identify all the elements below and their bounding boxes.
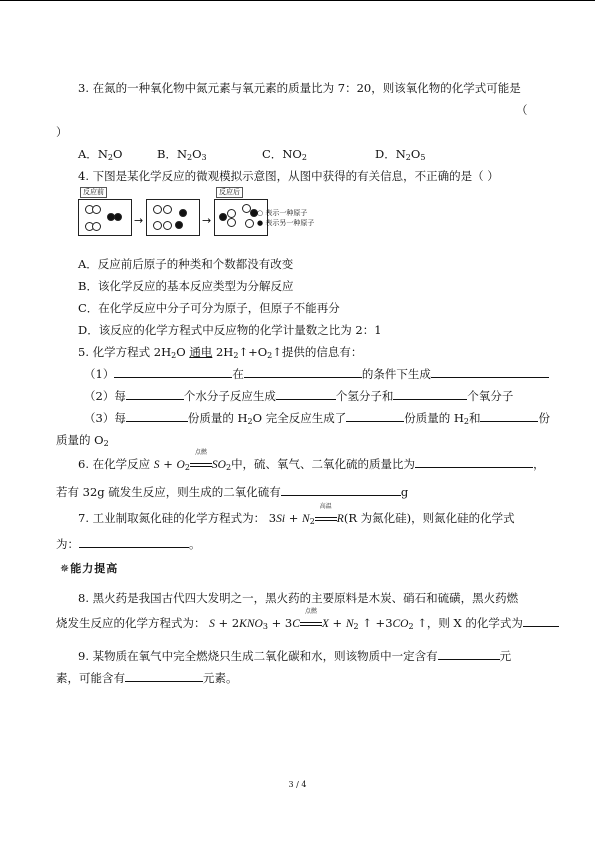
q5-line-4: 质量的 $O_2$ — [56, 433, 109, 448]
q6-condition: 点燃 — [194, 449, 207, 456]
blank-3[interactable] — [431, 366, 549, 378]
q3-option-c: C．$NO_2$ — [262, 147, 307, 162]
blank-6[interactable] — [393, 388, 467, 400]
blank-4[interactable] — [126, 388, 184, 400]
diagram-legend — [257, 208, 314, 228]
tag-before: 反应前 — [80, 187, 107, 198]
q5-line-1: （1） 在 的条件下生成 — [84, 366, 549, 382]
white-atom — [153, 221, 162, 230]
white-atom — [227, 218, 236, 227]
q3-option-a: A．$N_2O$ — [78, 147, 123, 162]
white-atom — [163, 205, 172, 214]
legend-black-atom: ● 表示另一种原子 — [257, 219, 315, 227]
black-atom — [179, 209, 187, 217]
blank-7[interactable] — [126, 410, 188, 422]
page-top-rule — [0, 0, 595, 1]
legend-white-atom: ○ 表示一种原子 — [257, 209, 308, 217]
blank-12[interactable] — [79, 536, 189, 548]
q6-stem: 6. 在化学反应 $S + O_2$ 点燃 $SO_2$中，硫、氧气、二氧化硫的质量比为 ， — [78, 449, 545, 472]
white-atom — [227, 209, 236, 218]
box-middle — [146, 199, 200, 236]
box-before — [78, 199, 132, 236]
q5-line-2: （2）每 个水分子反应生成 个氢分子和 个氧分子 — [84, 389, 514, 403]
reaction-diagram — [78, 187, 358, 237]
blank-8[interactable] — [346, 410, 404, 422]
q4-option-d: D．该反应的化学方程式中反应物的化学计量数之比为 2：1 — [78, 323, 382, 337]
q7-line-2: 为： 。 — [56, 537, 201, 551]
tag-after: 反应后 — [216, 187, 243, 198]
q4-stem: 4. 下图是某化学反应的微观模拟示意图，从图中获得的有关信息，不正确的是（ ） — [78, 169, 499, 183]
black-atom — [114, 213, 122, 221]
white-atom — [92, 222, 101, 231]
white-atom — [163, 221, 172, 230]
white-atom — [153, 205, 162, 214]
q5-stem: 5. 化学方程式 $2H_2O$ 通电 $2H_2↑+O_2↑$提供的信息有： — [78, 345, 363, 360]
blank-2[interactable] — [244, 366, 362, 378]
black-atom — [219, 213, 227, 221]
white-atom — [245, 219, 254, 228]
blank-10[interactable] — [415, 456, 533, 468]
blank-15[interactable] — [125, 670, 203, 682]
blank-9[interactable] — [480, 410, 538, 422]
black-atom — [175, 221, 183, 229]
q8-line-1: 8. 黑火药是我国古代四大发明之一，黑火药的主要原料是木炭、硝石和硫磺，黑火药燃 — [78, 591, 519, 605]
blank-13[interactable] — [523, 615, 559, 627]
q7-condition: 高温 — [319, 503, 332, 510]
arrow-icon: → — [134, 214, 144, 227]
q6-line-2: 若有 32g 硫发生反应，则生成的二氧化硫有 g — [56, 485, 409, 499]
q3-paren-close: ） — [56, 125, 68, 139]
blank-5[interactable] — [276, 388, 336, 400]
arrow-icon: → — [202, 214, 212, 227]
q5-line-3: （3）每 份质量的 $H_2O$ 完全反应生成了 份质量的 $H_2$和 份 — [84, 411, 550, 426]
q3-paren-open: （ — [516, 103, 528, 117]
q4-option-b: B．该化学反应的基本反应类型为分解反应 — [78, 279, 294, 293]
white-atom — [92, 205, 101, 214]
page-number: 3 / 4 — [288, 780, 307, 789]
q3-stem: 3. 在氮的一种氧化物中氮元素与氧元素的质量比为 7：20，则该氧化物的化学式可能是 — [78, 81, 521, 95]
q3-option-b: B．$N_2O_3$ — [157, 147, 207, 162]
q9-line-2: 素，可能含有 元素。 — [56, 671, 238, 685]
q4-option-a: A．反应前后原子的种类和个数都没有改变 — [78, 257, 294, 271]
blank-14[interactable] — [438, 648, 500, 660]
q8-condition: 点燃 — [304, 608, 317, 615]
q4-option-c: C．在化学反应中分子可分为原子，但原子不能再分 — [78, 301, 340, 315]
blank-11[interactable] — [281, 484, 401, 496]
q9-line-1: 9. 某物质在氧气中完全燃烧只生成二氧化碳和水，则该物质中一定含有 元 — [78, 649, 512, 663]
q3-option-d: D．$N_2O_5$ — [375, 147, 426, 162]
q5-condition: 通电 — [189, 345, 213, 359]
star-icon: ✵ — [60, 562, 71, 575]
q7-stem: 7. 工业制取氮化硅的化学方程式为： $3Si + N_2$ 高温 R(R 为氮化硅)，则氮化硅的化学式 — [78, 503, 515, 526]
blank-1[interactable] — [114, 366, 232, 378]
q8-line-2: 烧发生反应的化学方程式为： $S + 2KNO_3 + 3C$ 点燃 $X + N_2$ ↑ $+3CO_2$ ↑，则 X 的化学式为 — [56, 615, 559, 631]
section-badge: ✵能力提高 — [60, 562, 119, 575]
